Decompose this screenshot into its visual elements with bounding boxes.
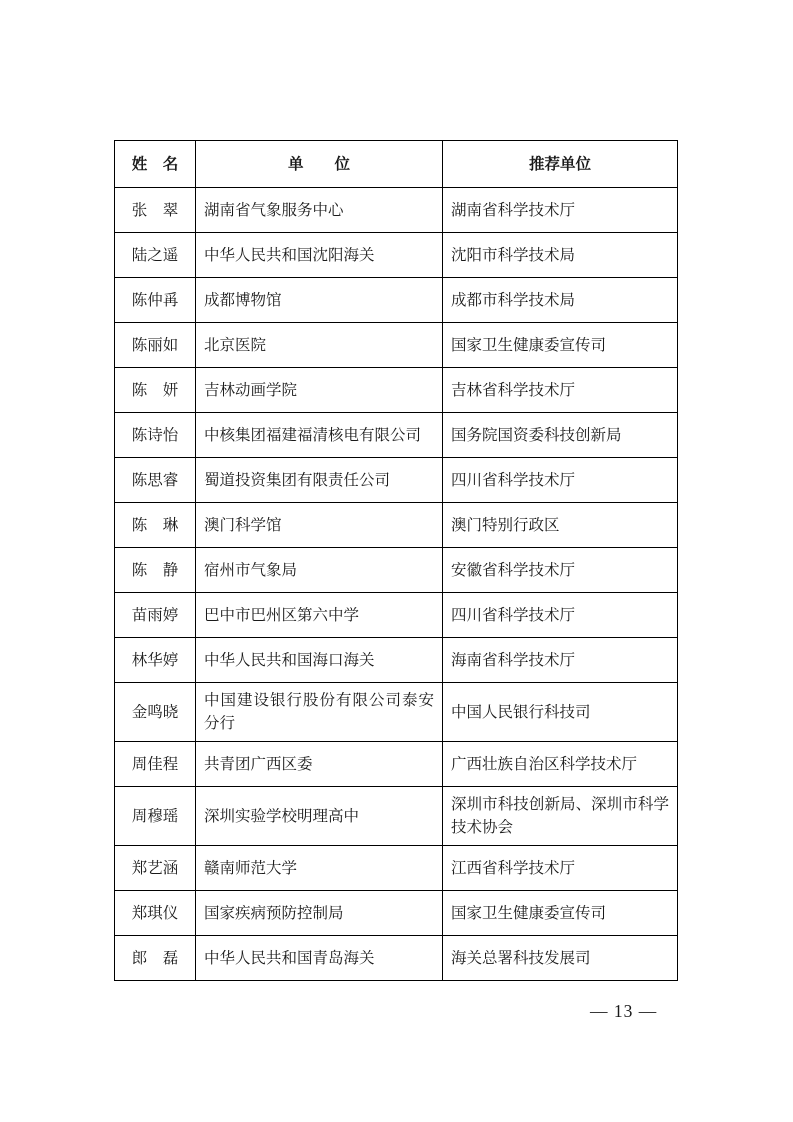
recommender-cell: 深圳市科技创新局、深圳市科学技术协会 <box>443 787 678 846</box>
recommender-cell: 海关总署科技发展司 <box>443 936 678 981</box>
name-cell: 郑艺涵 <box>115 846 196 891</box>
recommender-cell: 国务院国资委科技创新局 <box>443 413 678 458</box>
unit-cell: 中华人民共和国青岛海关 <box>196 936 443 981</box>
recommendation-table <box>114 140 678 981</box>
name-cell: 陆之遥 <box>115 233 196 278</box>
unit-cell: 中国建设银行股份有限公司泰安分行 <box>196 683 443 742</box>
name-cell: 苗雨婷 <box>115 593 196 638</box>
unit-cell: 深圳实验学校明理高中 <box>196 787 443 846</box>
table-row <box>115 233 678 278</box>
unit-cell: 中华人民共和国海口海关 <box>196 638 443 683</box>
name-cell: 陈 妍 <box>115 368 196 413</box>
name-cell: 陈诗怡 <box>115 413 196 458</box>
recommender-cell: 国家卫生健康委宣传司 <box>443 323 678 368</box>
name-cell: 林华婷 <box>115 638 196 683</box>
table-row <box>115 188 678 233</box>
recommender-cell: 沈阳市科学技术局 <box>443 233 678 278</box>
recommender-cell: 中国人民银行科技司 <box>443 683 678 742</box>
name-cell: 陈仲爯 <box>115 278 196 323</box>
table-row <box>115 787 678 846</box>
unit-cell: 北京医院 <box>196 323 443 368</box>
table-row <box>115 323 678 368</box>
column-header-recommender: 推荐单位 <box>443 141 678 188</box>
name-cell: 陈 静 <box>115 548 196 593</box>
table-row <box>115 413 678 458</box>
recommender-cell: 国家卫生健康委宣传司 <box>443 891 678 936</box>
table-header-row <box>115 141 678 188</box>
recommender-cell: 海南省科学技术厅 <box>443 638 678 683</box>
table-row <box>115 278 678 323</box>
recommender-cell: 澳门特别行政区 <box>443 503 678 548</box>
name-cell: 周佳程 <box>115 742 196 787</box>
name-cell: 陈丽如 <box>115 323 196 368</box>
name-cell: 金鸣晓 <box>115 683 196 742</box>
recommender-cell: 江西省科学技术厅 <box>443 846 678 891</box>
unit-cell: 国家疾病预防控制局 <box>196 891 443 936</box>
page-number: — 13 — <box>590 1001 658 1021</box>
unit-cell: 吉林动画学院 <box>196 368 443 413</box>
unit-cell: 蜀道投资集团有限责任公司 <box>196 458 443 503</box>
recommender-cell: 四川省科学技术厅 <box>443 458 678 503</box>
name-cell: 周穆瑶 <box>115 787 196 846</box>
column-header-name: 姓 名 <box>115 141 196 188</box>
unit-cell: 中核集团福建福清核电有限公司 <box>196 413 443 458</box>
name-cell: 陈 琳 <box>115 503 196 548</box>
unit-cell: 湖南省气象服务中心 <box>196 188 443 233</box>
table-row <box>115 683 678 742</box>
table-row <box>115 638 678 683</box>
table-row <box>115 593 678 638</box>
unit-cell: 共青团广西区委 <box>196 742 443 787</box>
unit-cell: 巴中市巴州区第六中学 <box>196 593 443 638</box>
table-row <box>115 846 678 891</box>
recommender-cell: 成都市科学技术局 <box>443 278 678 323</box>
unit-cell: 澳门科学馆 <box>196 503 443 548</box>
column-header-unit: 单 位 <box>196 141 443 188</box>
recommender-cell: 吉林省科学技术厅 <box>443 368 678 413</box>
table-row <box>115 548 678 593</box>
name-cell: 郑琪仪 <box>115 891 196 936</box>
recommender-cell: 广西壮族自治区科学技术厅 <box>443 742 678 787</box>
table-row <box>115 891 678 936</box>
unit-cell: 赣南师范大学 <box>196 846 443 891</box>
table-row <box>115 503 678 548</box>
table-row <box>115 742 678 787</box>
unit-cell: 宿州市气象局 <box>196 548 443 593</box>
recommender-cell: 湖南省科学技术厅 <box>443 188 678 233</box>
unit-cell: 中华人民共和国沈阳海关 <box>196 233 443 278</box>
table-row <box>115 368 678 413</box>
recommender-cell: 四川省科学技术厅 <box>443 593 678 638</box>
table-row <box>115 458 678 503</box>
name-cell: 陈思睿 <box>115 458 196 503</box>
name-cell: 郎 磊 <box>115 936 196 981</box>
recommender-cell: 安徽省科学技术厅 <box>443 548 678 593</box>
table-row <box>115 936 678 981</box>
name-cell: 张 翠 <box>115 188 196 233</box>
unit-cell: 成都博物馆 <box>196 278 443 323</box>
